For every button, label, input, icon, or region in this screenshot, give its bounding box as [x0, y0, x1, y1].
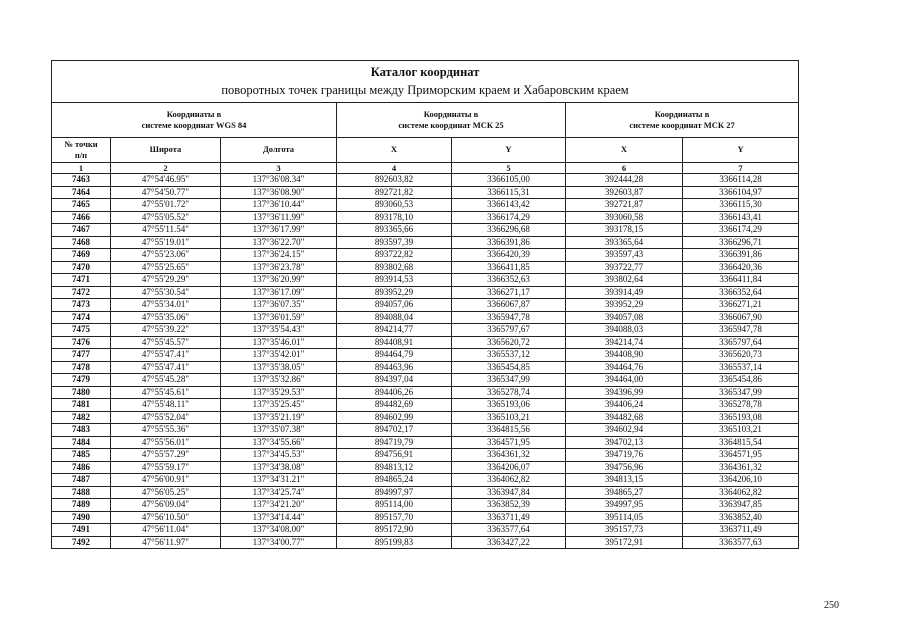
coordinate-cell: 47°55'01.72"	[111, 199, 221, 212]
coordinate-cell: 137°36'08.90"	[221, 186, 337, 199]
coordinate-cell: 47°55'55.36"	[111, 424, 221, 437]
point-number: 7487	[52, 474, 111, 487]
coordinate-cell: 3365347,99	[452, 374, 566, 387]
coordinate-cell: 137°34'45.53"	[221, 449, 337, 462]
coordinate-cell: 137°36'01.59"	[221, 311, 337, 324]
coordinate-cell: 3366271,17	[452, 286, 566, 299]
coordinate-cell: 895114,00	[337, 499, 452, 512]
coordinate-cell: 894057,06	[337, 299, 452, 312]
table-row	[52, 361, 799, 374]
column-header-5: Y	[452, 138, 566, 163]
column-number-5: 5	[452, 163, 566, 174]
coordinate-cell: 395157,73	[566, 524, 683, 537]
coordinate-cell: 3366271,21	[683, 299, 799, 312]
point-number: 7490	[52, 511, 111, 524]
table-row	[52, 411, 799, 424]
point-number: 7471	[52, 274, 111, 287]
coordinate-cell: 394702,13	[566, 436, 683, 449]
coordinate-cell: 137°35'46.01"	[221, 336, 337, 349]
column-header-1: № точки п/п	[52, 138, 111, 163]
coordinate-cell: 3366352,64	[683, 286, 799, 299]
point-number: 7463	[52, 174, 111, 187]
coordinate-cell: 47°55'45.28"	[111, 374, 221, 387]
coordinate-cell: 893914,53	[337, 274, 452, 287]
coordinate-cell: 893178,10	[337, 211, 452, 224]
coordinate-cell: 393597,43	[566, 249, 683, 262]
column-header-7: Y	[683, 138, 799, 163]
coordinate-cell: 893722,82	[337, 249, 452, 262]
coordinate-cell: 3366174,29	[683, 224, 799, 237]
coordinate-cell: 394602,94	[566, 424, 683, 437]
table-row	[52, 211, 799, 224]
coordinate-cell: 3364815,54	[683, 436, 799, 449]
point-number: 7466	[52, 211, 111, 224]
coordinate-cell: 894756,91	[337, 449, 452, 462]
coordinate-cell: 3365797,67	[452, 324, 566, 337]
coordinate-cell: 47°55'30.54"	[111, 286, 221, 299]
point-number: 7469	[52, 249, 111, 262]
coordinate-cell: 137°34'31.21"	[221, 474, 337, 487]
coordinate-cell: 394482,68	[566, 411, 683, 424]
coordinate-cell: 393060,58	[566, 211, 683, 224]
coordinate-cell: 3363711,49	[452, 511, 566, 524]
coordinate-cell: 3363947,85	[683, 499, 799, 512]
coordinate-cell: 394813,15	[566, 474, 683, 487]
coordinate-cell: 3365193,06	[452, 399, 566, 412]
coordinate-cell: 137°36'08.34"	[221, 174, 337, 187]
coordinate-cell: 47°55'05.52"	[111, 211, 221, 224]
coordinate-cell: 137°35'29.53"	[221, 386, 337, 399]
coordinate-cell: 137°35'42.01"	[221, 349, 337, 362]
point-number: 7484	[52, 436, 111, 449]
coordinate-cell: 3366174,29	[452, 211, 566, 224]
coordinate-cell: 3364361,32	[683, 461, 799, 474]
coordinate-cell: 392444,28	[566, 174, 683, 187]
coordinate-cell: 895157,70	[337, 511, 452, 524]
coordinate-cell: 137°36'10.44"	[221, 199, 337, 212]
table-row	[52, 461, 799, 474]
coordinate-cell: 3366420,36	[683, 261, 799, 274]
coordinate-cell: 47°55'56.01"	[111, 436, 221, 449]
coordinate-cell: 47°56'09.04"	[111, 499, 221, 512]
coordinate-cell: 3366391,86	[452, 236, 566, 249]
table-row	[52, 311, 799, 324]
coordinate-cell: 892603,82	[337, 174, 452, 187]
point-number: 7465	[52, 199, 111, 212]
table-row	[52, 249, 799, 262]
coordinate-cell: 893365,66	[337, 224, 452, 237]
column-number-1: 1	[52, 163, 111, 174]
coordinate-cell: 47°56'05.25"	[111, 486, 221, 499]
coordinate-cell: 137°36'24.15"	[221, 249, 337, 262]
coordinate-cell: 3366115,31	[452, 186, 566, 199]
coordinate-cell: 137°34'21.20"	[221, 499, 337, 512]
coordinate-cell: 3364361,32	[452, 449, 566, 462]
coordinate-cell: 3364206,07	[452, 461, 566, 474]
table-row	[52, 299, 799, 312]
coordinate-cell: 893597,39	[337, 236, 452, 249]
coordinate-cell: 394088,03	[566, 324, 683, 337]
coordinate-cell: 137°36'11.99"	[221, 211, 337, 224]
coordinate-cell: 394214,74	[566, 336, 683, 349]
point-number: 7472	[52, 286, 111, 299]
coordinate-cell: 47°56'11.04"	[111, 524, 221, 537]
coordinate-cell: 394057,08	[566, 311, 683, 324]
coordinate-cell: 894464,79	[337, 349, 452, 362]
coordinate-cell: 893060,53	[337, 199, 452, 212]
point-number: 7473	[52, 299, 111, 312]
point-number: 7488	[52, 486, 111, 499]
coordinate-cell: 3365103,21	[452, 411, 566, 424]
coordinate-cell: 137°34'08.00"	[221, 524, 337, 537]
coordinate-cell: 3365103,21	[683, 424, 799, 437]
table-row	[52, 336, 799, 349]
table-row	[52, 349, 799, 362]
point-number: 7470	[52, 261, 111, 274]
coordinate-cell: 47°55'48.11"	[111, 399, 221, 412]
point-number: 7486	[52, 461, 111, 474]
coordinate-cell: 393365,64	[566, 236, 683, 249]
coordinate-cell: 47°55'19.01"	[111, 236, 221, 249]
catalog-title: Каталог координат	[52, 61, 799, 82]
coordinate-cell: 3366104,97	[683, 186, 799, 199]
table-row	[52, 186, 799, 199]
point-number: 7479	[52, 374, 111, 387]
point-number: 7468	[52, 236, 111, 249]
coordinate-cell: 47°54'46.95"	[111, 174, 221, 187]
table-row	[52, 274, 799, 287]
table-row	[52, 436, 799, 449]
page-number: 250	[824, 600, 839, 611]
coordinate-cell: 137°34'00.77"	[221, 536, 337, 549]
coordinate-cell: 3366067,90	[683, 311, 799, 324]
coordinate-cell: 3366067,87	[452, 299, 566, 312]
coordinate-cell: 47°55'52.04"	[111, 411, 221, 424]
coordinate-cell: 393952,29	[566, 299, 683, 312]
coordinate-cell: 3365947,78	[683, 324, 799, 337]
table-row	[52, 399, 799, 412]
point-number: 7492	[52, 536, 111, 549]
coordinate-cell: 394464,76	[566, 361, 683, 374]
coordinate-cell: 137°34'55.66"	[221, 436, 337, 449]
point-number: 7474	[52, 311, 111, 324]
coordinate-cell: 47°55'29.29"	[111, 274, 221, 287]
point-number: 7467	[52, 224, 111, 237]
coordinate-cell: 894719,79	[337, 436, 452, 449]
coordinate-cell: 47°55'11.54"	[111, 224, 221, 237]
coordinate-cell: 3364815,56	[452, 424, 566, 437]
coordinate-cell: 394396,99	[566, 386, 683, 399]
table-row	[52, 174, 799, 187]
coordinate-cell: 137°36'22.70"	[221, 236, 337, 249]
coordinate-cell: 393722,77	[566, 261, 683, 274]
coordinate-cell: 137°36'23.78"	[221, 261, 337, 274]
coordinate-cell: 137°34'25.74"	[221, 486, 337, 499]
group-header-msk27: Координаты в системе координат МСК 27	[566, 103, 799, 138]
coordinate-cell: 3365620,72	[452, 336, 566, 349]
catalog-table	[51, 60, 799, 549]
point-number: 7491	[52, 524, 111, 537]
coordinate-cell: 3365620,73	[683, 349, 799, 362]
coordinate-cell: 394997,95	[566, 499, 683, 512]
coordinate-cell: 3366105,00	[452, 174, 566, 187]
coordinate-cell: 137°36'07.35"	[221, 299, 337, 312]
table-row	[52, 224, 799, 237]
coordinate-cell: 3365537,14	[683, 361, 799, 374]
coordinate-cell: 3366352,63	[452, 274, 566, 287]
coordinate-cell: 3366143,42	[452, 199, 566, 212]
coordinate-cell: 47°56'10.50"	[111, 511, 221, 524]
coordinate-cell: 137°34'38.08"	[221, 461, 337, 474]
coordinate-cell: 3364206,10	[683, 474, 799, 487]
coordinate-cell: 47°56'00.91"	[111, 474, 221, 487]
coordinate-cell: 3364571,95	[452, 436, 566, 449]
coordinate-cell: 47°55'25.65"	[111, 261, 221, 274]
coordinate-cell: 137°35'07.38"	[221, 424, 337, 437]
point-number: 7476	[52, 336, 111, 349]
point-number: 7489	[52, 499, 111, 512]
column-header-6: X	[566, 138, 683, 163]
coordinate-cell: 3363947,84	[452, 486, 566, 499]
table-row	[52, 499, 799, 512]
coordinate-cell: 894463,96	[337, 361, 452, 374]
column-number-4: 4	[337, 163, 452, 174]
coordinate-cell: 137°35'21.19"	[221, 411, 337, 424]
coordinate-cell: 395114,05	[566, 511, 683, 524]
column-header-2: Широта	[111, 138, 221, 163]
coordinate-cell: 894482,69	[337, 399, 452, 412]
coordinate-cell: 3364062,82	[452, 474, 566, 487]
column-number-3: 3	[221, 163, 337, 174]
coordinate-cell: 47°55'34.01"	[111, 299, 221, 312]
coordinate-cell: 894602,99	[337, 411, 452, 424]
coordinate-cell: 3363427,22	[452, 536, 566, 549]
point-number: 7478	[52, 361, 111, 374]
coordinate-cell: 3363852,39	[452, 499, 566, 512]
coordinate-cell: 3366296,71	[683, 236, 799, 249]
coordinate-cell: 137°36'20.99"	[221, 274, 337, 287]
coordinate-cell: 47°55'47.41"	[111, 349, 221, 362]
coordinate-cell: 393178,15	[566, 224, 683, 237]
coordinate-cell: 137°35'32.86"	[221, 374, 337, 387]
coordinate-cell: 394719,76	[566, 449, 683, 462]
coordinate-cell: 894214,77	[337, 324, 452, 337]
coordinate-cell: 392603,87	[566, 186, 683, 199]
coordinate-cell: 47°56'11.97"	[111, 536, 221, 549]
coordinate-cell: 3365454,86	[683, 374, 799, 387]
coordinate-cell: 137°36'17.09"	[221, 286, 337, 299]
coordinate-cell: 3366143,41	[683, 211, 799, 224]
coordinate-cell: 137°36'17.99"	[221, 224, 337, 237]
table-row	[52, 386, 799, 399]
coordinate-cell: 3363577,64	[452, 524, 566, 537]
group-header-msk25: Координаты в системе координат МСК 25	[337, 103, 566, 138]
table-row	[52, 424, 799, 437]
group-header-wgs84: Координаты в системе координат WGS 84	[52, 103, 337, 138]
coordinate-cell: 3363711,49	[683, 524, 799, 537]
coordinate-cell: 47°55'23.06"	[111, 249, 221, 262]
point-number: 7480	[52, 386, 111, 399]
coordinate-cell: 3366115,30	[683, 199, 799, 212]
column-header-3: Долгота	[221, 138, 337, 163]
point-number: 7482	[52, 411, 111, 424]
coordinate-cell: 394464,00	[566, 374, 683, 387]
coordinate-cell: 3366391,86	[683, 249, 799, 262]
column-number-6: 6	[566, 163, 683, 174]
coordinate-cell: 3363577,63	[683, 536, 799, 549]
coordinate-cell: 3366420,39	[452, 249, 566, 262]
coordinate-cell: 3366411,84	[683, 274, 799, 287]
catalog-subtitle: поворотных точек границы между Приморским краем и Хабаровским краем	[52, 81, 799, 103]
coordinate-catalog	[51, 60, 798, 549]
coordinate-cell: 894408,91	[337, 336, 452, 349]
coordinate-cell: 3364571,95	[683, 449, 799, 462]
coordinate-cell: 894702,17	[337, 424, 452, 437]
column-number-7: 7	[683, 163, 799, 174]
coordinate-cell: 893802,68	[337, 261, 452, 274]
coordinate-cell: 3364062,82	[683, 486, 799, 499]
coordinate-cell: 47°54'50.77"	[111, 186, 221, 199]
coordinate-cell: 3365454,85	[452, 361, 566, 374]
coordinate-cell: 894865,24	[337, 474, 452, 487]
coordinate-cell: 894088,04	[337, 311, 452, 324]
coordinate-cell: 895172,90	[337, 524, 452, 537]
coordinate-cell: 395172,91	[566, 536, 683, 549]
point-number: 7481	[52, 399, 111, 412]
coordinate-cell: 3365947,78	[452, 311, 566, 324]
coordinate-cell: 394865,27	[566, 486, 683, 499]
coordinate-cell: 895199,83	[337, 536, 452, 549]
table-row	[52, 236, 799, 249]
coordinate-cell: 893952,29	[337, 286, 452, 299]
coordinate-cell: 3365347,99	[683, 386, 799, 399]
coordinate-cell: 392721,87	[566, 199, 683, 212]
coordinate-cell: 394406,24	[566, 399, 683, 412]
coordinate-cell: 894397,04	[337, 374, 452, 387]
point-number: 7483	[52, 424, 111, 437]
coordinate-cell: 892721,82	[337, 186, 452, 199]
table-row	[52, 199, 799, 212]
table-row	[52, 511, 799, 524]
coordinate-cell: 393802,64	[566, 274, 683, 287]
table-row	[52, 374, 799, 387]
coordinate-cell: 393914,49	[566, 286, 683, 299]
table-row	[52, 324, 799, 337]
coordinate-cell: 3366114,28	[683, 174, 799, 187]
point-number: 7475	[52, 324, 111, 337]
column-header-4: X	[337, 138, 452, 163]
coordinate-cell: 137°35'25.45"	[221, 399, 337, 412]
coordinate-cell: 47°55'35.06"	[111, 311, 221, 324]
table-row	[52, 524, 799, 537]
coordinate-cell: 47°55'59.17"	[111, 461, 221, 474]
coordinate-cell: 894997,97	[337, 486, 452, 499]
coordinate-cell: 3365537,12	[452, 349, 566, 362]
point-number: 7477	[52, 349, 111, 362]
point-number: 7464	[52, 186, 111, 199]
table-row	[52, 486, 799, 499]
coordinate-cell: 47°55'47.41"	[111, 361, 221, 374]
coordinate-cell: 894813,12	[337, 461, 452, 474]
coordinate-cell: 3365278,74	[452, 386, 566, 399]
coordinate-cell: 3366411,85	[452, 261, 566, 274]
coordinate-cell: 394756,96	[566, 461, 683, 474]
coordinate-cell: 3363852,40	[683, 511, 799, 524]
coordinate-cell: 3365278,78	[683, 399, 799, 412]
coordinate-cell: 394408,90	[566, 349, 683, 362]
coordinate-cell: 894406,26	[337, 386, 452, 399]
table-row	[52, 474, 799, 487]
coordinate-cell: 47°55'45.61"	[111, 386, 221, 399]
coordinate-cell: 137°35'54.43"	[221, 324, 337, 337]
coordinate-cell: 47°55'45.57"	[111, 336, 221, 349]
table-row	[52, 261, 799, 274]
coordinate-cell: 3365193,08	[683, 411, 799, 424]
column-number-2: 2	[111, 163, 221, 174]
point-number: 7485	[52, 449, 111, 462]
coordinate-cell: 3366296,68	[452, 224, 566, 237]
coordinate-cell: 47°55'39.22"	[111, 324, 221, 337]
coordinate-cell: 3365797,64	[683, 336, 799, 349]
table-row	[52, 449, 799, 462]
coordinate-cell: 47°55'57.29"	[111, 449, 221, 462]
coordinate-cell: 137°34'14.44"	[221, 511, 337, 524]
coordinate-cell: 137°35'38.05"	[221, 361, 337, 374]
table-row	[52, 286, 799, 299]
table-row	[52, 536, 799, 549]
